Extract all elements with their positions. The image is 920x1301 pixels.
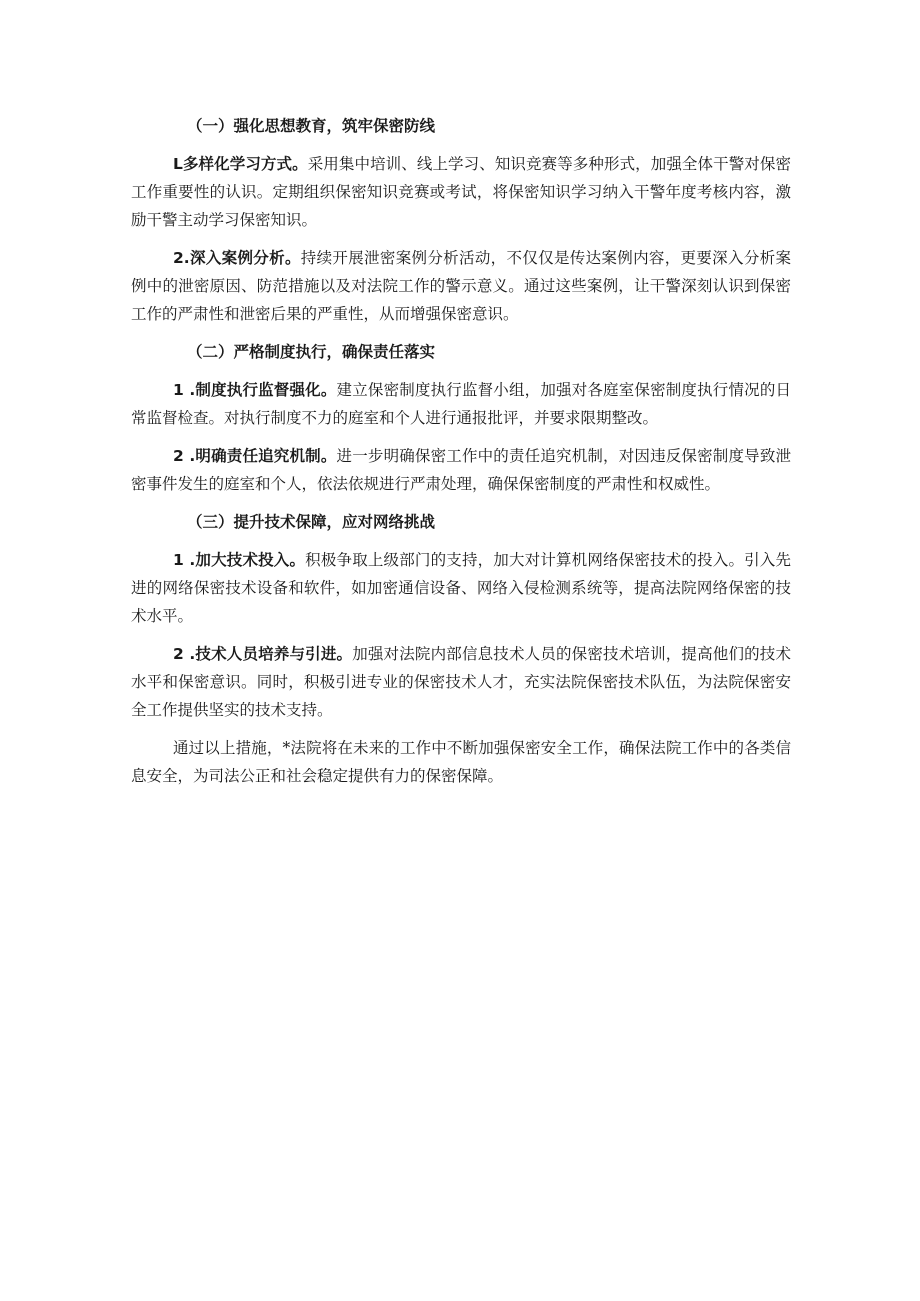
document-body	[131, 112, 791, 800]
paragraph-lead: L多样化学习方式。	[173, 155, 308, 173]
paragraph-2-1	[131, 376, 791, 432]
paragraph-text: 持续开展泄密案例分析活动，不仅仅是传达案例内容，更要深入分析案例中的泄密原因、防范措施以及对法院工作的警示意义。通过这些案例，让干警深刻认识到保密工作的严肃性和泄密后果的严重性，从而增强保密意识。	[131, 249, 791, 323]
paragraph-3-1	[131, 546, 791, 630]
paragraph-text: 进一步明确保密工作中的责任追究机制，对因违反保密制度导致泄密事件发生的庭室和个人，依法依规进行严肃处理，确保保密制度的严肃性和权威性。	[131, 447, 791, 493]
paragraph-text: 采用集中培训、线上学习、知识竞赛等多种形式，加强全体干警对保密工作重要性的认识。定期组织保密知识竞赛或考试，将保密知识学习纳入干警年度考核内容，激励干警主动学习保密知识。	[131, 155, 791, 229]
paragraph-3-2	[131, 640, 791, 724]
paragraph-text: 积极争取上级部门的支持，加大对计算机网络保密技术的投入。引入先进的网络保密技术设备和软件，如加密通信设备、网络入侵检测系统等，提高法院网络保密的技术水平。	[131, 551, 791, 625]
paragraph-1-1	[131, 150, 791, 234]
section-heading-2: （二）严格制度执行，确保责任落实	[187, 343, 436, 361]
paragraph-lead: 2.深入案例分析。	[173, 249, 301, 267]
paragraph-text: 加强对法院内部信息技术人员的保密技术培训，提高他们的技术水平和保密意识。同时，积极引进专业的保密技术人才，充实法院保密技术队伍，为法院保密安全工作提供坚实的技术支持。	[131, 645, 791, 719]
paragraph-2-2	[131, 442, 791, 498]
paragraph-text: 建立保密制度执行监督小组，加强对各庭室保密制度执行情况的日常监督检查。对执行制度不力的庭室和个人进行通报批评，并要求限期整改。	[131, 381, 791, 427]
section-heading-3: （三）提升技术保障，应对网络挑战	[187, 513, 436, 531]
paragraph-lead: 1 .加大技术投入。	[173, 551, 306, 569]
conclusion-paragraph: 通过以上措施，*法院将在未来的工作中不断加强保密安全工作，确保法院工作中的各类信息安全，为司法公正和社会稳定提供有力的保密保障。	[131, 739, 791, 785]
section-heading-1: （一）强化思想教育，筑牢保密防线	[187, 117, 436, 135]
paragraph-1-2	[131, 244, 791, 328]
paragraph-lead: 1 .制度执行监督强化。	[173, 381, 337, 399]
paragraph-lead: 2 .技术人员培养与引进。	[173, 645, 353, 663]
paragraph-lead: 2 .明确责任追究机制。	[173, 447, 337, 465]
